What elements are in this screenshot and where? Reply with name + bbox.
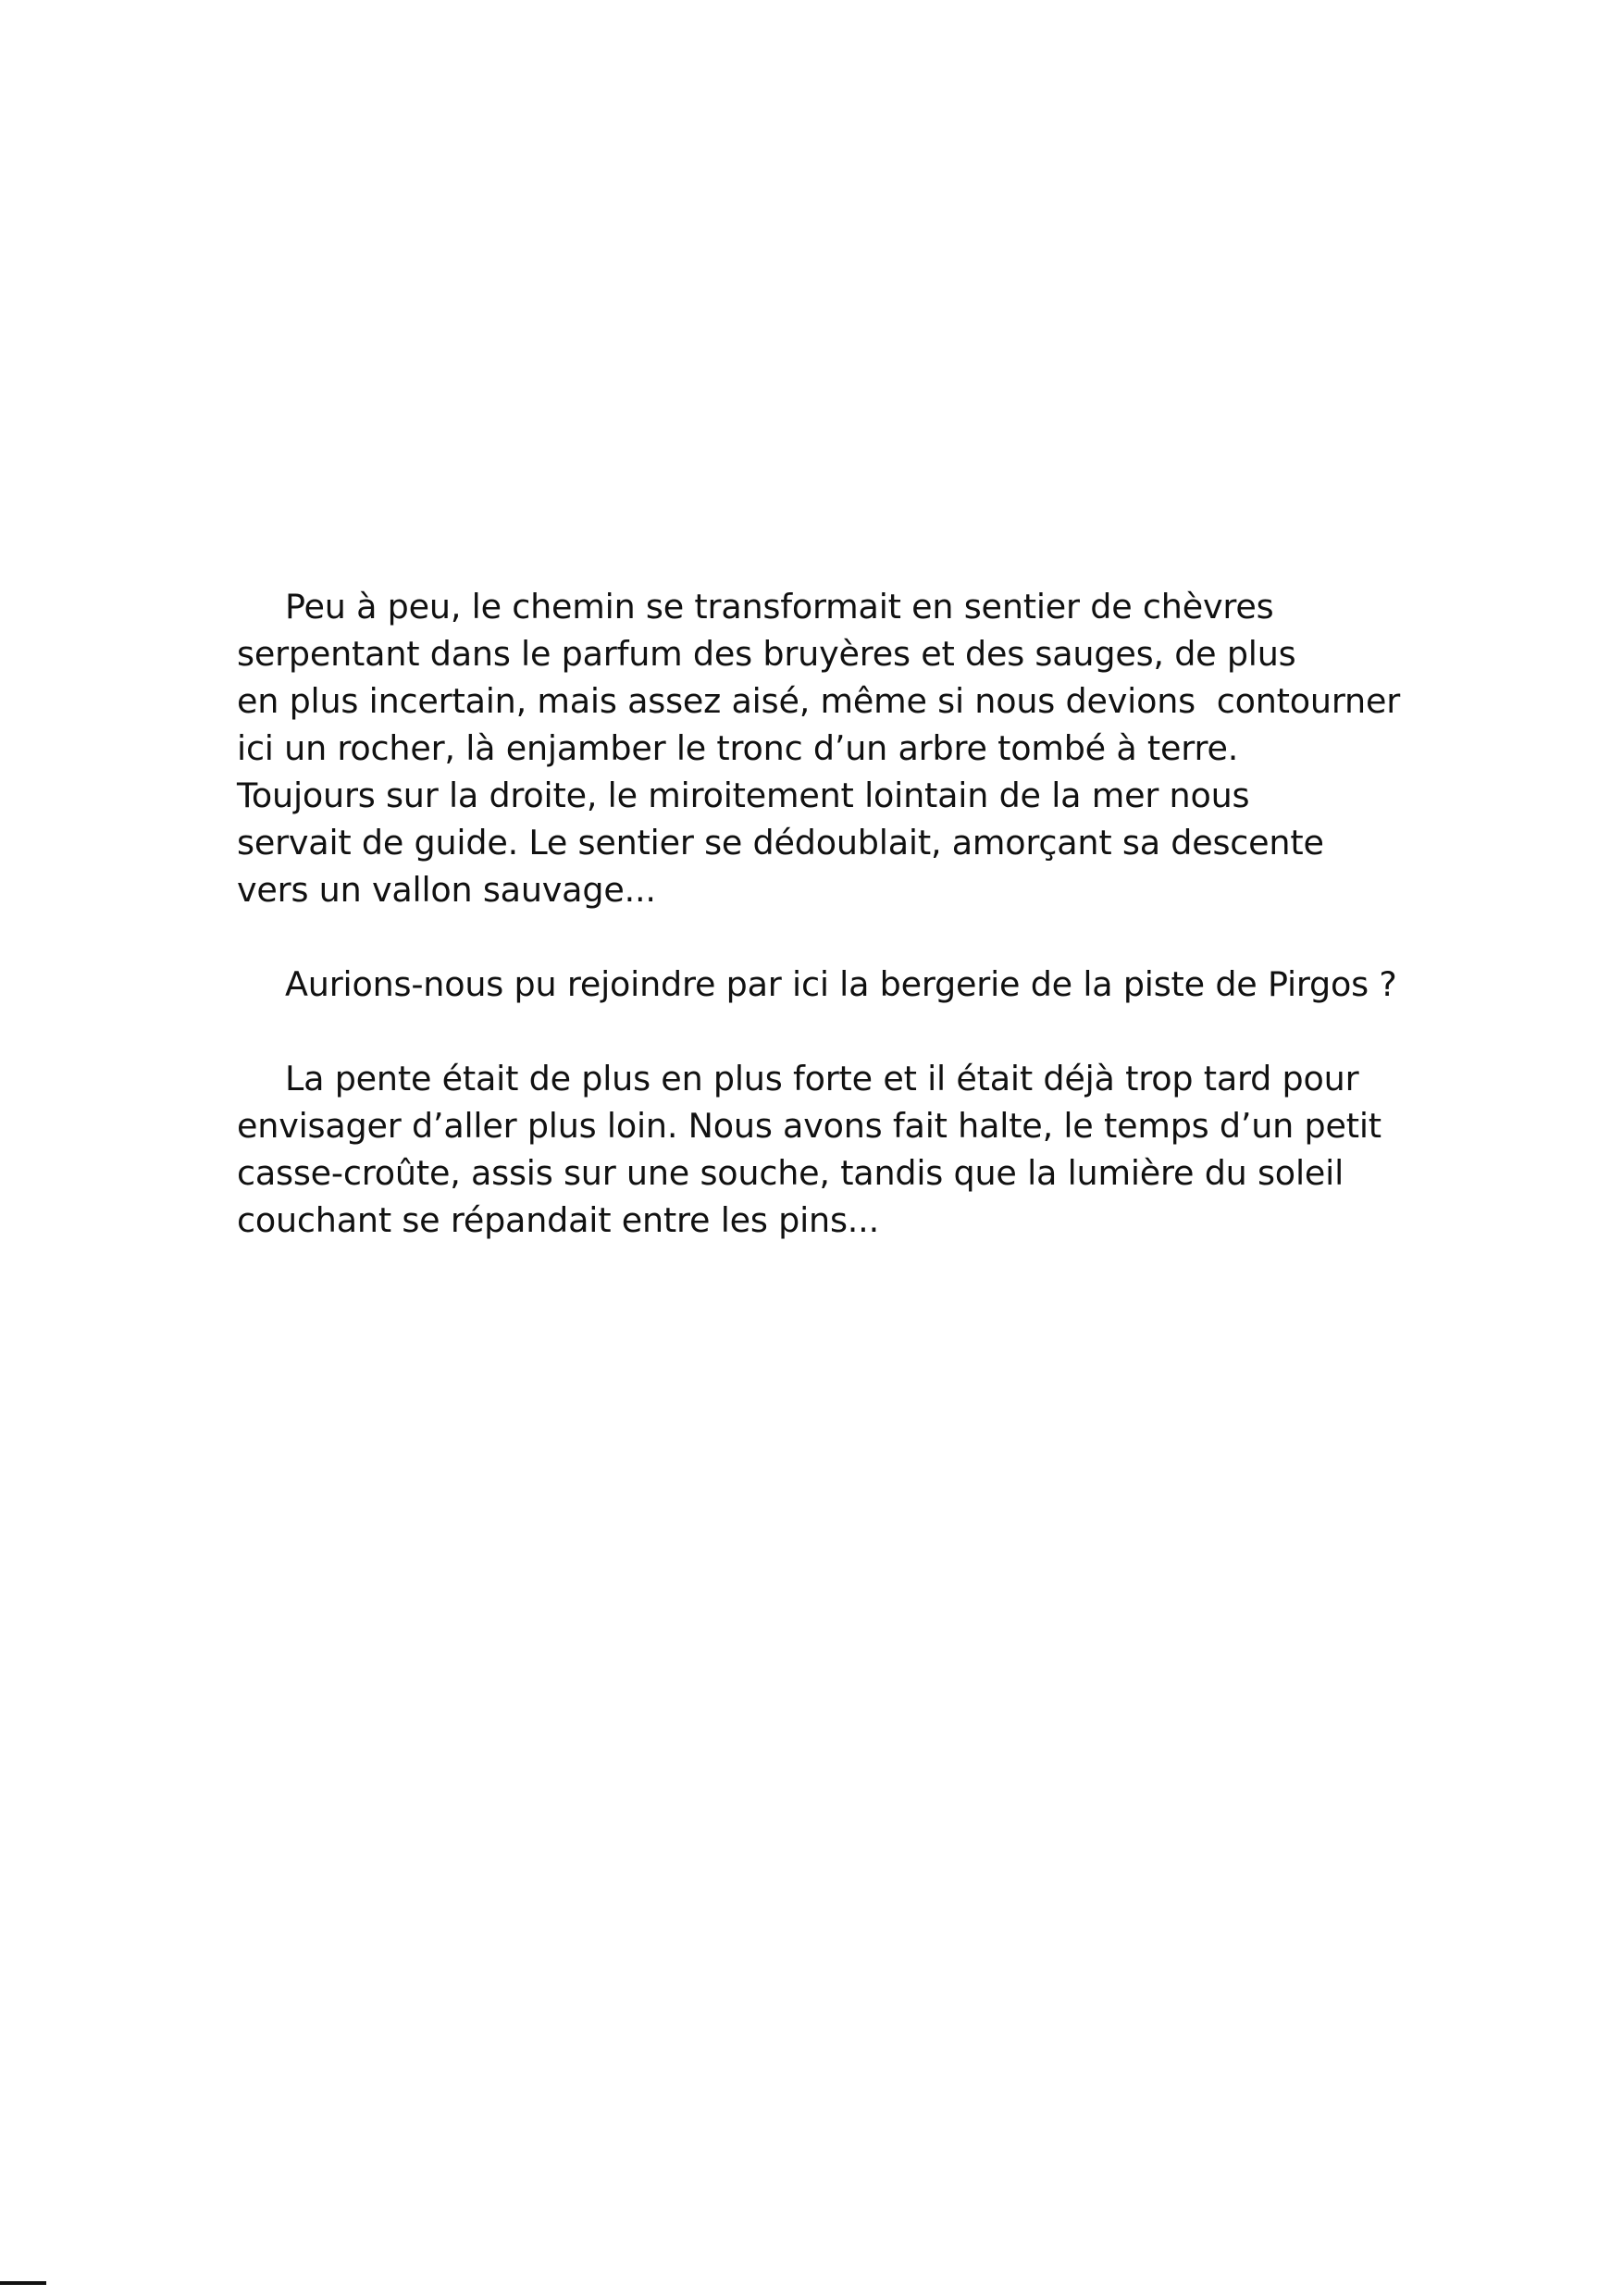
paragraph-1 <box>237 583 1440 913</box>
text-line: ici un rocher, là enjamber le tronc d’un arbre tombé à terre. <box>237 728 1239 768</box>
text-line: envisager d’aller plus loin. Nous avons fait halte, le temps d’un petit <box>237 1106 1381 1146</box>
body-text <box>237 583 1440 1291</box>
text-line: Aurions-nous pu rejoindre par ici la bergerie de la piste de Pirgos ? <box>285 964 1397 1004</box>
text-line: vers un vallon sauvage... <box>237 870 656 910</box>
text-line: servait de guide. Le sentier se dédoublait, amorçant sa descente <box>237 823 1324 863</box>
text-line: Peu à peu, le chemin se transformait en sentier de chèvres <box>285 587 1274 627</box>
text-line: en plus incertain, mais assez aisé, même si nous devions contourner <box>237 681 1401 721</box>
text-line: Toujours sur la droite, le miroitement lointain de la mer nous <box>237 776 1250 815</box>
text-line: casse-croûte, assis sur une souche, tandis que la lumière du soleil <box>237 1153 1344 1193</box>
page-edge-mark <box>0 2281 46 2285</box>
text-line: La pente était de plus en plus forte et il était déjà trop tard pour <box>285 1059 1359 1098</box>
text-line: couchant se répandait entre les pins... <box>237 1200 879 1240</box>
paragraph-2 <box>237 961 1440 1008</box>
paragraph-3 <box>237 1055 1440 1244</box>
text-line: serpentant dans le parfum des bruyères et des sauges, de plus <box>237 634 1296 674</box>
